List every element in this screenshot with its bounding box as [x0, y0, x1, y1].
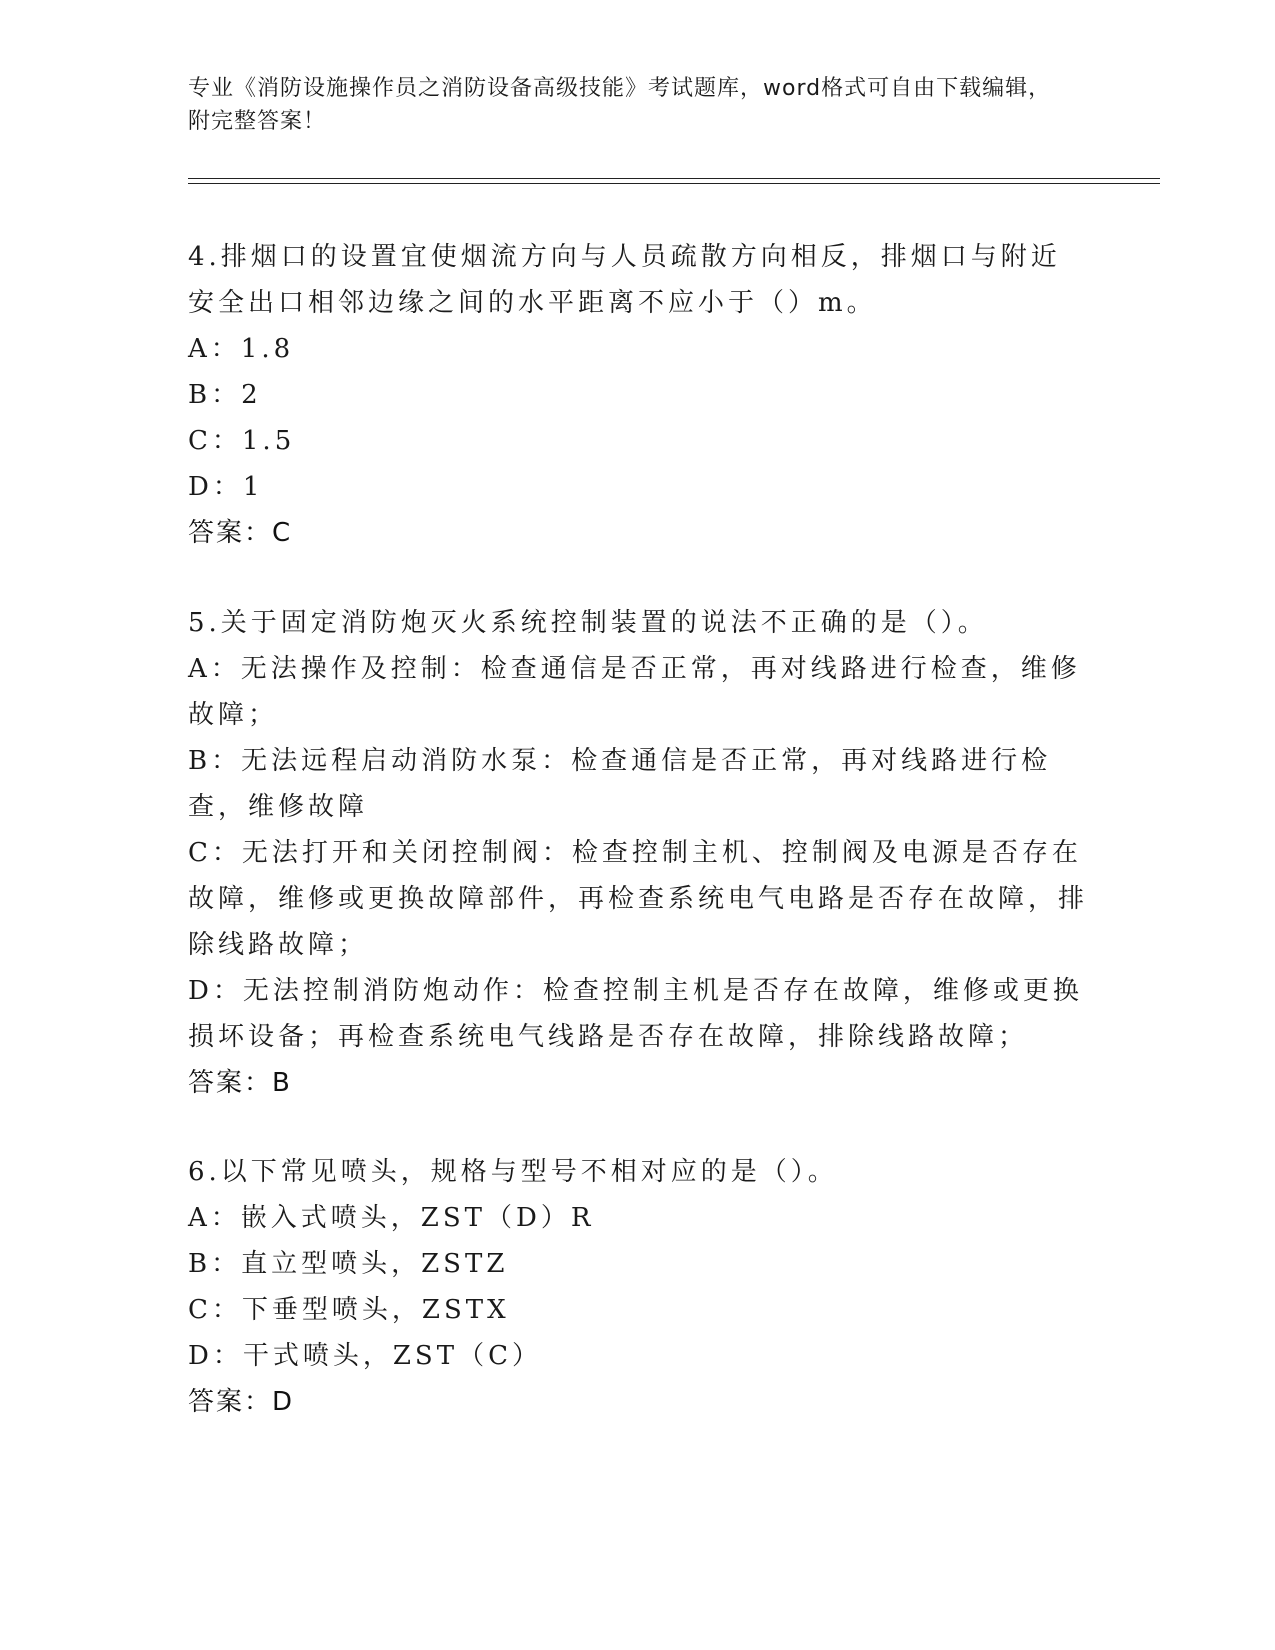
- option-b: B：直立型喷头，ZSTZ: [188, 1249, 509, 1279]
- question-4: [188, 234, 1088, 556]
- document-header: 专业《消防设施操作员之消防设备高级技能》考试题库，word格式可自由下载编辑，附完整答案！: [188, 76, 1052, 134]
- answer-label: 答案：D: [188, 1387, 295, 1417]
- option-d: D：无法控制消防炮动作：检查控制主机是否存在故障，维修或更换损坏设备；再检查系统电气线路是否存在故障，排除线路故障；: [188, 976, 1083, 1052]
- option-d: D：1: [188, 472, 264, 502]
- option-a: A：嵌入式喷头，ZST（D）R: [188, 1203, 595, 1233]
- answer-label: 答案：C: [188, 518, 293, 548]
- question-5: [188, 600, 1088, 1106]
- question-text: 4.排烟口的设置宜使烟流方向与人员疏散方向相反，排烟口与附近安全出口相邻边缘之间的水平距离不应小于（）m。: [188, 242, 1061, 318]
- question-text: 6.以下常见喷头，规格与型号不相对应的是（）。: [188, 1157, 838, 1187]
- option-a: A：1.8: [188, 334, 295, 364]
- question-6: [188, 1149, 1088, 1425]
- option-c: C：下垂型喷头，ZSTX: [188, 1295, 510, 1325]
- header-divider-top: [188, 178, 1160, 179]
- header-divider-bottom: [188, 183, 1160, 184]
- option-b: B：2: [188, 380, 262, 410]
- question-text: 5.关于固定消防炮灭火系统控制装置的说法不正确的是（）。: [188, 608, 988, 638]
- option-a: A：无法操作及控制：检查通信是否正常，再对线路进行检查，维修故障；: [188, 654, 1081, 730]
- option-b: B：无法远程启动消防水泵：检查通信是否正常，再对线路进行检查，维修故障: [188, 746, 1052, 822]
- answer-label: 答案：B: [188, 1068, 292, 1098]
- option-c: C：无法打开和关闭控制阀：检查控制主机、控制阀及电源是否存在故障，维修或更换故障部件，再检查系统电气电路是否存在故障，排除线路故障；: [188, 838, 1089, 960]
- option-d: D：干式喷头，ZST（C）: [188, 1341, 542, 1371]
- option-c: C：1.5: [188, 426, 296, 456]
